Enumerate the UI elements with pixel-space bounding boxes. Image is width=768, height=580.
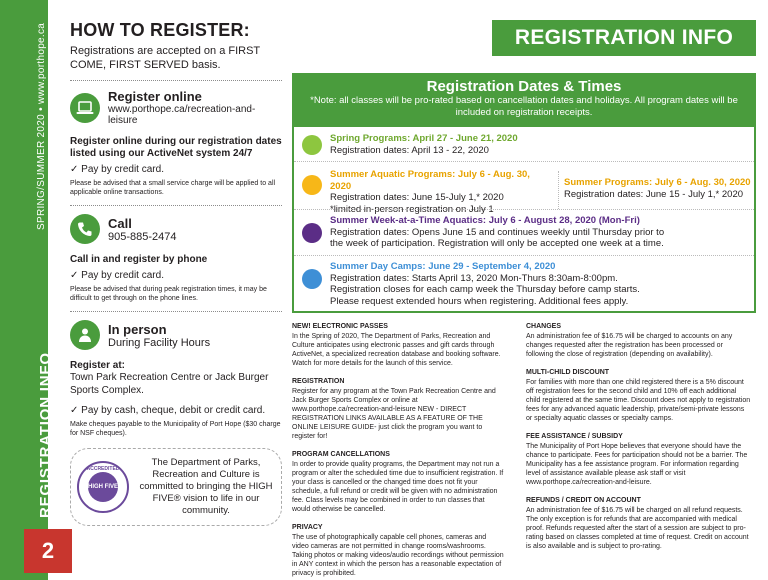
passes-heading: NEW! ELECTRONIC PASSES — [292, 323, 388, 330]
dates-header — [294, 75, 754, 127]
call-block — [70, 214, 282, 244]
info-column-left — [292, 322, 504, 580]
high-five-badge-icon: ACCREDITED HIGH FIVE — [77, 461, 129, 513]
privacy-heading: PRIVACY — [292, 524, 323, 531]
camps-title: Summer Day Camps: June 29 - September 4, 2020 — [330, 261, 556, 272]
person-icon — [70, 320, 100, 350]
fee-assistance-text: The Municipality of Port Hope believes that everyone should have the chance to participate. Fees for participation should not be a barrier. The Municipality has a fee assistance program. For information regarding level of assistance available please ask staff or visit www.porthope.ca/recreation-and-leisure. — [526, 443, 748, 486]
refunds-text: An administration fee of $16.75 will be charged on all refund requests. The only exception is for refunds that are accompanied with medical proof. Refunds requested after the start of a session are subject to pro-rating based on classes completed at time of request. Credit on account is also available and is subject to pro-rating. — [526, 507, 749, 550]
summer-programs — [564, 177, 754, 200]
dates-title: Registration Dates & Times — [426, 78, 622, 95]
multi-child-text: For families with more than one child registered there is a 5% discount off registration fees for the second child and 10% off each additional child registered at the same time. Discount does not apply to registration fees for any advanced aquatic leadership, private/semi-private lessons or specialty aquatic classes or specialty camps. — [526, 379, 751, 422]
camps-line3: Please request extended hours when registering. Additional fees apply. — [330, 295, 629, 307]
registration-text: Register for any program at the Town Park Recreation Centre and Jack Burger Sports Complex or online at www.porthope.ca/recreation-and-leisure NEW - DIRECT REGISTRATION LINKS AVAILABLE AS A FEATURE OF THE ONLINE LEISURE GUIDE- just click the program you want to register for! — [292, 388, 496, 440]
fee-assistance-heading: FEE ASSISTANCE / SUBSIDY — [526, 433, 623, 440]
call-bold: Call in and register by phone — [70, 254, 208, 265]
page-title: REGISTRATION INFO — [492, 20, 756, 56]
passes-text: In the Spring of 2020, The Department of Parks, Recreation and Culture anticipates using electronic passes and gift cards through ActiveNet, a specialized recreation database and booking software. Watch for more details for the launch of this service. — [292, 333, 501, 367]
camps-line1: Registration dates: Starts April 13, 2020 Mon-Thurs 8:30am-8:00pm. — [330, 272, 618, 284]
phone-icon — [70, 214, 100, 244]
inperson-title: In person — [108, 321, 167, 337]
camps-circle — [302, 269, 322, 289]
inperson-sub: During Facility Hours — [108, 336, 211, 349]
high-five-accreditation — [70, 448, 282, 526]
inperson-note: Make cheques payable to the Municipality of Port Hope ($30 charge for NSF cheques). — [70, 421, 281, 437]
online-note: Please be advised that a small service charge will be applied to all applicable online transactions. — [70, 180, 276, 196]
online-url[interactable]: www.porthope.ca/recreation-and-leisure — [108, 104, 256, 126]
changes-text: An administration fee of $16.75 will be charged to accounts on any changes requested after the registration has been processed or following the close of registration (depending on availability). — [526, 333, 733, 358]
multi-child-heading: MULTI-CHILD DISCOUNT — [526, 369, 610, 376]
howto-subtitle: Registrations are accepted on a FIRST COME, FIRST SERVED basis. — [70, 45, 260, 71]
laptop-icon — [70, 93, 100, 123]
spring-programs — [330, 133, 518, 156]
dates-note: *Note: all classes will be pro-rated based on cancellation dates and holidays. All program dates will be included on registration receipts. — [310, 95, 738, 118]
registration-heading: REGISTRATION — [292, 378, 345, 385]
row-divider — [294, 209, 754, 210]
weekly-line2: the week of participation. Registration will only be accepted one week at a time. — [330, 238, 664, 249]
divider — [70, 205, 282, 206]
registration-dates-box — [292, 73, 756, 313]
aquatic-limited: *limited in-person registration on July 1 — [330, 203, 494, 215]
weekly-line1: Registration dates: Opens June 15 and continues weekly until Thursday prior to — [330, 226, 665, 238]
online-title: Register online — [108, 89, 202, 104]
summer-dates: Registration dates: June 15 - July 1,* 2020 — [564, 188, 744, 200]
howto-title: HOW TO REGISTER: — [70, 20, 250, 40]
spring-circle — [302, 135, 322, 155]
page-number: 2 — [24, 529, 72, 573]
camps-line2: Registration closes for each camp week the Thursday before camp starts. — [330, 284, 640, 295]
cancellations-heading: PROGRAM CANCELLATIONS — [292, 451, 390, 458]
aquatic-title: Summer Aquatic Programs: July 6 - Aug. 30, 2020 — [330, 169, 530, 192]
spine-section-title: REGISTRATION INFO — [37, 352, 54, 518]
column-divider — [558, 171, 559, 209]
accreditation-text: The Department of Parks, Recreation and Culture is committed to bringing the HIGH FIVE® vision to life in our community. — [139, 457, 273, 516]
weekly-circle — [302, 223, 322, 243]
summer-day-camps — [330, 261, 640, 307]
privacy-text: The use of photographically capable cell phones, cameras and video cameras are not permitted in change rooms/washrooms. Taking photos or making videos/audio recordings without permission in ANY context in which the person has a reasonable expectation of privacy is prohibited. — [292, 534, 504, 577]
week-at-a-time-aquatics — [330, 215, 664, 250]
call-note: Please be advised that during peak registration times, it may be difficult to get through on the phone lines. — [70, 286, 267, 302]
row-divider — [294, 161, 754, 162]
row-divider — [294, 255, 754, 256]
divider — [70, 311, 282, 312]
how-to-register-column — [70, 20, 282, 526]
aquatic-circle — [302, 175, 322, 195]
divider — [70, 80, 282, 81]
register-online-block — [70, 89, 282, 126]
info-column-right — [526, 322, 752, 560]
in-person-block — [70, 320, 282, 350]
call-phone[interactable]: 905-885-2474 — [108, 230, 177, 243]
online-bold: Register online during our registration dates listed using our ActiveNet system 24/7 — [70, 136, 282, 159]
register-at-label: Register at: — [70, 360, 126, 371]
spring-dates: Registration dates: April 13 - 22, 2020 — [330, 144, 489, 156]
online-check: ✓ Pay by credit card. — [70, 164, 164, 175]
register-location: Town Park Recreation Centre or Jack Burger Sports Complex. — [70, 372, 269, 396]
call-check: ✓ Pay by credit card. — [70, 270, 164, 281]
cancellations-text: In order to provide quality programs, the Department may not run a program or alter the scheduled time due to insufficient registration. If your class is cancelled or the changed time does not fit your schedule, a full refund or credit will be given with no administration fee. Class levels may be combined in order to run classes that would otherwise be cancelled. — [292, 461, 504, 513]
call-title: Call — [108, 215, 132, 231]
weekly-title: Summer Week-at-a-Time Aquatics: July 6 - August 28, 2020 (Mon-Fri) — [330, 215, 640, 226]
summer-title: Summer Programs: July 6 - Aug. 30, 2020 — [564, 177, 751, 188]
changes-heading: CHANGES — [526, 323, 562, 330]
spring-title: Spring Programs: April 27 - June 21, 2020 — [330, 133, 518, 144]
refunds-heading: REFUNDS / CREDIT ON ACCOUNT — [526, 497, 641, 504]
inperson-check: ✓ Pay by cash, cheque, debit or credit card. — [70, 405, 266, 416]
aquatic-dates: Registration dates: June 15-July 1,* 2020 — [330, 192, 504, 203]
spine-season-text: SPRING/SUMMER 2020 • www.porthope.ca — [36, 22, 47, 230]
